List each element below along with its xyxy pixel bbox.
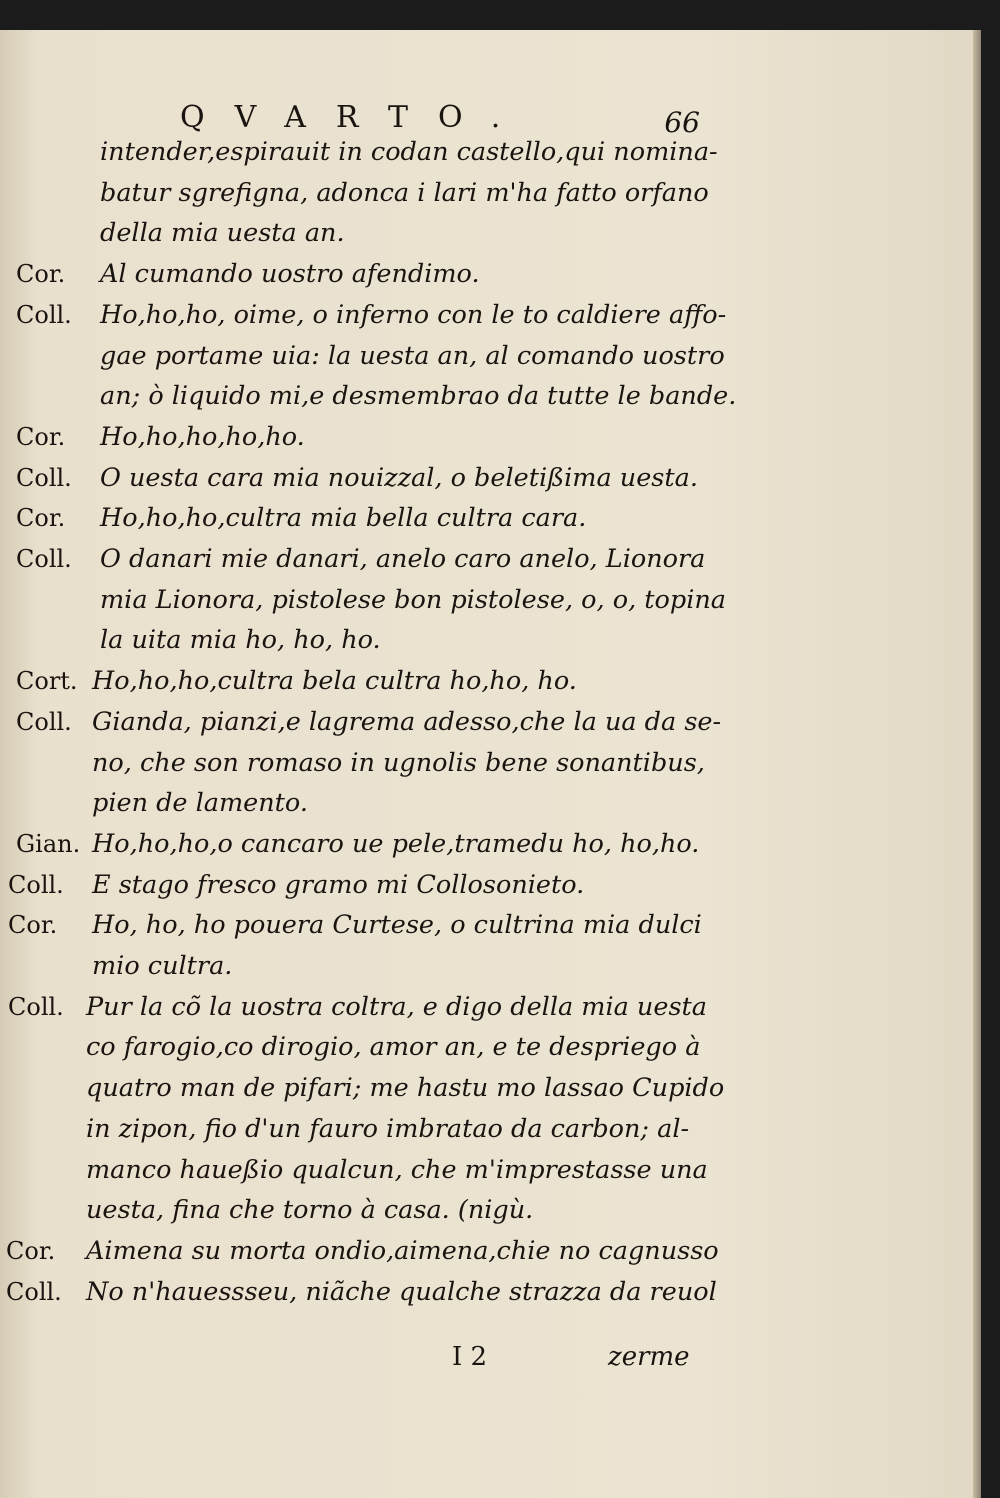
text-line: pien de lamento. bbox=[92, 788, 308, 819]
text-line: Aimena su morta ondio,aimena,chie no cagnusso bbox=[86, 1235, 719, 1266]
speaker-label: Cor. bbox=[6, 1236, 56, 1265]
speaker-label: Cor. bbox=[16, 422, 66, 451]
text-line: della mia uesta an. bbox=[100, 218, 345, 249]
text-line: Ho,ho,ho,cultra bela cultra ho,ho, ho. bbox=[92, 666, 577, 697]
text-line: O danari mie danari, anelo caro anelo, Lionora bbox=[100, 544, 706, 574]
text-line: O uesta cara mia nouizzal, o beletißima uesta. bbox=[100, 462, 698, 493]
text-line: Ho,ho,ho,o cancaro ue pele,tramedu ho, ho,ho. bbox=[92, 828, 700, 859]
speaker-label: Coll. bbox=[16, 300, 72, 329]
text-line: Ho, ho, ho pouera Curtese, o cultrina mia dulci bbox=[92, 910, 702, 941]
speaker-label: Coll. bbox=[16, 707, 72, 736]
text-line: mio cultra. bbox=[92, 951, 233, 981]
speaker-label: Cort. bbox=[16, 667, 78, 696]
text-line: in zipon, fio d'un fauro imbratao da carbon; al- bbox=[86, 1113, 690, 1144]
text-line: manco haueßio qualcun, che m'imprestasse una bbox=[86, 1154, 708, 1185]
catchword: zerme bbox=[608, 1342, 690, 1372]
speaker-label: Coll. bbox=[16, 463, 72, 492]
text-line: E stago fresco gramo mi Collosonieto. bbox=[92, 869, 585, 900]
text-line: la uita mia ho, ho, ho. bbox=[100, 625, 381, 656]
speaker-label: Cor. bbox=[16, 504, 66, 533]
speaker-label: Coll. bbox=[6, 1277, 62, 1306]
page-edge bbox=[973, 30, 981, 1498]
speaker-label: Cor. bbox=[8, 911, 58, 940]
running-title: QVARTO. bbox=[180, 100, 531, 135]
text-line: mia Lionora, pistolese bon pistolese, o, o, topina bbox=[100, 584, 726, 615]
speaker-label: Cor. bbox=[16, 260, 66, 289]
text-line: Ho,ho,ho,cultra mia bella cultra cara. bbox=[100, 503, 587, 534]
text-line: co farogio,co dirogio, amor an, e te despriego à bbox=[86, 1032, 701, 1063]
text-line: Ho,ho,ho, oime, o inferno con le to caldiere affo- bbox=[100, 299, 727, 330]
text-line: Gianda, pianzi,e lagrema adesso,che la ua da se- bbox=[92, 706, 722, 737]
text-line: uesta, fina che torno à casa. (nigù. bbox=[86, 1195, 534, 1226]
folio-number: 66 bbox=[664, 106, 700, 139]
text-line: an; ò liquido mi,e desmembrao da tutte le bande. bbox=[100, 381, 737, 412]
text-line: Pur la cõ la uostra coltra, e digo della mia uesta bbox=[86, 991, 707, 1022]
text-line: intender,espirauit in codan castello,qui nomina- bbox=[100, 137, 718, 167]
speaker-label: Coll. bbox=[16, 545, 72, 573]
text-line: Al cumando uostro afendimo. bbox=[100, 259, 480, 290]
signature-mark: I 2 bbox=[452, 1342, 488, 1372]
text-line: Ho,ho,ho,ho,ho. bbox=[100, 421, 305, 452]
text-line: No n'hauessseu, niãche qualche strazza da reuol bbox=[86, 1276, 717, 1307]
speaker-label: Coll. bbox=[8, 992, 64, 1021]
speaker-label: Gian. bbox=[16, 829, 81, 858]
speaker-label: Coll. bbox=[8, 870, 64, 899]
text-line: quatro man de pifari; me hastu mo lassao Cupido bbox=[86, 1073, 725, 1104]
text-line: batur sgrefigna, adonca i lari m'ha fatto orfano bbox=[100, 177, 709, 208]
text-line: gae portame uia: la uesta an, al comando uostro bbox=[100, 340, 725, 371]
text-line: no, che son romaso in ugnolis bene sonantibus, bbox=[92, 747, 705, 778]
